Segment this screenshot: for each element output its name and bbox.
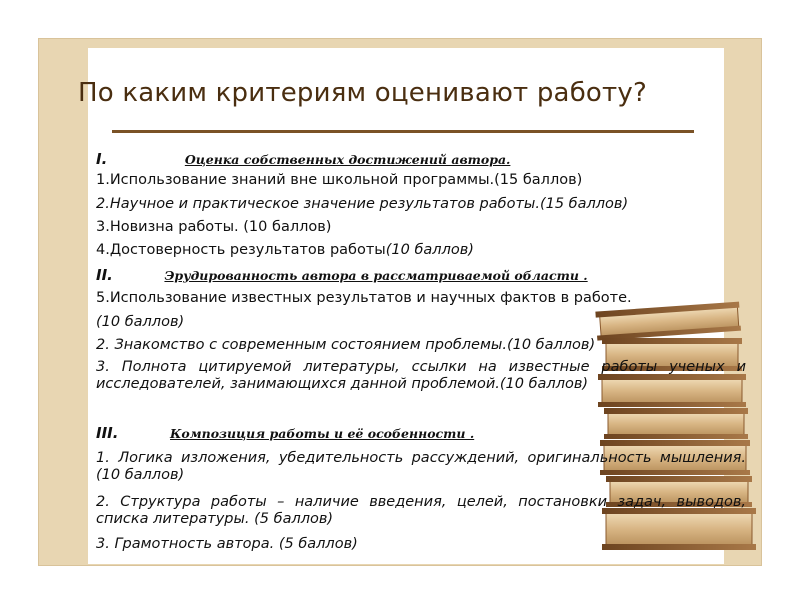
section-1-number: I. (96, 150, 108, 168)
section-2-heading: Эрудированность автора в рассматриваемой области . (164, 268, 588, 283)
criterion-2-2: 2. Знакомство с современным состоянием проблемы.(10 баллов) (96, 337, 596, 353)
criterion-1-2: 2.Научное и практическое значение результатов работы.(15 баллов) (96, 196, 629, 212)
section-3-number: III. (96, 424, 119, 442)
section-1-heading: Оценка собственных достижений автора. (184, 152, 511, 167)
section-1-header (96, 150, 510, 168)
criterion-2-3: 3. Полнота цитируемой литературы, ссылки на известные работы ученых и исследователей, занимающихся данной проблемой.(10 баллов) (96, 359, 746, 392)
section-2-header (96, 266, 588, 284)
criterion-1-4 (96, 242, 474, 258)
title-divider (112, 130, 694, 133)
criterion-1-4-points: (10 баллов) (385, 242, 474, 258)
criterion-3-1: 1. Логика изложения, убедительность рассуждений, оригинальность мышления. (10 баллов) (96, 450, 746, 483)
section-3-heading: Композиция работы и её особенности . (170, 426, 475, 441)
section-2-number: II. (96, 266, 113, 284)
criterion-2-1: 5.Использование известных результатов и научных фактов в работе. (96, 290, 632, 306)
section-3-header (96, 424, 474, 442)
criterion-1-4-text: 4.Достоверность результатов работы (96, 242, 386, 258)
criterion-3-3: 3. Грамотность автора. (5 баллов) (96, 536, 358, 552)
criterion-1-1: 1.Использование знаний вне школьной программы.(15 баллов) (96, 172, 583, 188)
page-title: По каким критериям оценивают работу? (78, 78, 647, 108)
criterion-2-1-points: (10 баллов) (96, 314, 185, 330)
criterion-1-3: 3.Новизна работы. (10 баллов) (96, 219, 332, 235)
criterion-3-2: 2. Структура работы – наличие введения, целей, постановки задач, выводов, списка литературы. (5 баллов) (96, 494, 746, 527)
